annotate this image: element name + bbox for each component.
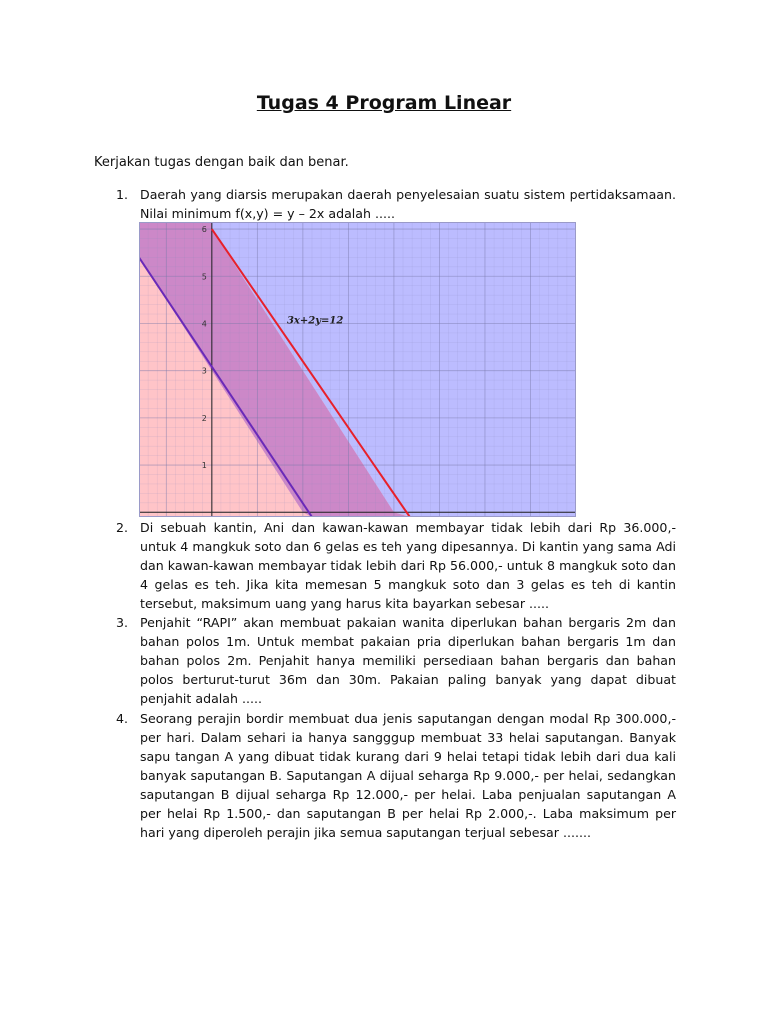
question-number: 3. <box>116 615 129 630</box>
page-title: Tugas 4 Program Linear <box>256 92 512 114</box>
question-number: 2. <box>116 520 129 535</box>
intro-text: Kerjakan tugas dengan baik dan benar. <box>94 155 349 170</box>
y-tick-label: 1 <box>201 461 207 471</box>
question-text: Seorang perajin bordir membuat dua jenis saputangan dengan modal Rp 300.000,- per hari. Dalam sehari ia hanya sangggup membuat 33 helai saputangan. Banyak sapu tangan A yang dibuat tidak kurang dari 9 helai tetapi tidak lebih dari dua kali banyak saputangan B. Saputangan A dijual seharga Rp 9.000,- per helai, sedangkan saputangan B dijual seharga Rp 12.000,- per helai. Laba penjualan saputangan A per helai Rp 1.500,- dan saputangan B per helai Rp 2.000,-. Laba maksimum per hari yang diperoleh perajin jika semua saputangan terjual sebesar ....... <box>140 711 676 840</box>
graph-svg <box>139 222 576 517</box>
question-2 <box>116 518 676 613</box>
question-number: 1. <box>116 187 129 202</box>
y-tick-label: 3 <box>201 366 207 376</box>
question-text: Daerah yang diarsis merupakan daerah penyelesaian suatu sistem pertidaksamaan. Nilai minimum f(x,y) = y – 2x adalah ..... <box>140 187 676 221</box>
line-label-3x2y12: 3x+2y=12 <box>286 315 344 327</box>
question-3 <box>116 613 676 708</box>
question-4 <box>116 709 676 842</box>
question-text: Di sebuah kantin, Ani dan kawan-kawan membayar tidak lebih dari Rp 36.000,- untuk 4 mangkuk soto dan 6 gelas es teh yang dipesannya. Di kantin yang sama Adi dan kawan-kawan membayar tidak lebih dari Rp 56.000,- untuk 8 mangkuk soto dan 4 gelas es teh. Jika kita memesan 5 mangkuk soto dan 3 gelas es teh di kantin tersebut, maksimum uang yang harus kita bayarkan sebesar ..... <box>140 520 676 611</box>
linear-program-graph <box>139 222 576 517</box>
question-1 <box>116 185 676 223</box>
question-number: 4. <box>116 711 129 726</box>
y-tick-label: 6 <box>201 225 207 235</box>
y-tick-label: 4 <box>201 319 207 329</box>
y-tick-label: 5 <box>201 272 207 282</box>
y-tick-label: 2 <box>201 413 207 423</box>
question-text: Penjahit “RAPI” akan membuat pakaian wanita diperlukan bahan bergaris 2m dan bahan polos 1m. Untuk membat pakaian pria diperlukan bahan bergaris 1m dan bahan polos 2m. Penjahit hanya memiliki persediaan bahan bergaris dan bahan polos berturut-turut 36m dan 30m. Pakaian paling banyak yang dapat dibuat penjahit adalah ..... <box>140 615 676 706</box>
